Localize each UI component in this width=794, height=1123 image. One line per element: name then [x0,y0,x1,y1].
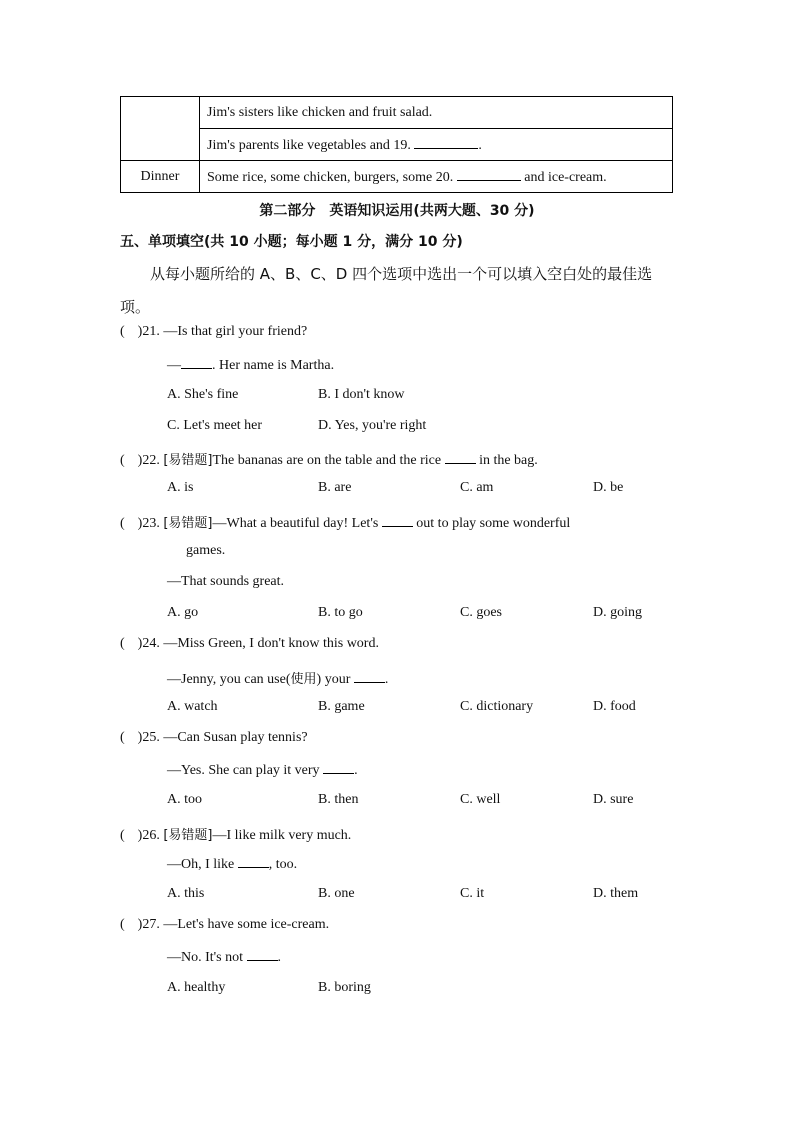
instructions: 从每小题所给的 A、B、C、D 四个选项中选出一个可以填入空白处的最佳选项。 [120,265,653,316]
meal-cell [121,97,200,161]
answer-blank[interactable] [323,761,354,774]
line-text: —No. It's not [167,950,247,965]
table-row [121,97,673,129]
cell-text: Some rice, some chicken, burgers, some 20. [207,169,457,185]
option-b[interactable]: B. then [318,792,359,807]
option-d[interactable]: D. Yes, you're right [318,418,427,433]
question-stem: out to play some wonderful [412,516,571,531]
answer-blank[interactable] [247,948,278,961]
question-line [167,356,334,374]
answer-blank[interactable] [445,451,476,464]
option-c[interactable]: C. Let's meet her [167,418,263,433]
answer-blank[interactable] [354,670,385,683]
question-23: ( )23. [易错题]—What a beautiful day! Let's out to play some wonderful [120,516,571,531]
line-text: —Jenny, you can use( [167,672,291,687]
table-cell [200,161,673,193]
line-text: . [354,763,358,778]
line-text: . Her name is Martha. [212,358,335,373]
error-prone-tag: [易错题] [163,453,213,468]
answer-blank[interactable] [382,514,413,527]
meal-cell: Dinner [121,161,200,193]
question-stem: —What a beautiful day! Let's [212,516,382,531]
table-cell: Jim's parents like vegetables and 19. . [200,129,673,161]
answer-blank[interactable] [181,356,212,369]
question-line [167,668,388,688]
section-title: 第二部分 英语知识运用(共两大题、30 分) [259,203,535,219]
table-cell: Jim's sisters like chicken and fruit salad. [200,97,673,129]
answer-blank[interactable] [238,855,269,868]
question-stem: —Miss Green, I don't know this word. [159,636,379,651]
answer-blank-19[interactable] [414,136,478,149]
line-text: —Yes. She can play it very [167,763,324,778]
option-d[interactable]: D. sure [593,792,634,807]
meal-table [120,96,673,193]
option-b[interactable]: B. I don't know [318,387,405,402]
option-b[interactable]: B. boring [318,980,371,995]
question-stem-continued: games. [186,543,226,558]
question-stem: —I like milk very much. [212,828,352,843]
option-c[interactable]: C. well [460,792,501,807]
part-title: 五、单项填空(共 10 小题；每小题 1 分，满分 10 分) [120,234,463,250]
line-text: — [167,358,181,373]
option-a[interactable]: A. watch [167,699,218,714]
table-row [121,161,673,193]
question-line [167,761,358,779]
cell-text-tail: and ice-cream. [520,169,607,185]
question-number: 27. [142,917,160,932]
option-d[interactable]: D. food [593,699,636,714]
question-stem: —Let's have some ice-cream. [159,917,330,932]
question-number: 24. [142,636,160,651]
gloss-text: 使用 [290,672,317,687]
option-a[interactable]: A. too [167,792,202,807]
question-stem: in the bag. [475,453,538,468]
option-b[interactable]: B. one [318,886,355,901]
question-number: 25. [142,730,160,745]
option-a[interactable]: A. is [167,480,194,495]
question-24: ( )24. —Miss Green, I don't know this word. [120,636,379,651]
table-row [121,129,673,161]
option-d[interactable]: D. going [593,605,642,620]
line-text: , too. [268,857,298,872]
option-d[interactable]: D. be [593,480,624,495]
question-22: ( )22. [易错题]The bananas are on the table and the rice in the bag. [120,453,538,468]
option-c[interactable]: C. am [460,480,494,495]
question-25: ( )25. —Can Susan play tennis? [120,730,308,745]
error-prone-tag: [易错题] [163,828,213,843]
option-c[interactable]: C. goes [460,605,502,620]
question-number: 26. [142,828,160,843]
question-line [167,855,297,873]
line-text: ) your [316,672,354,687]
answer-blank-20[interactable] [457,168,521,181]
question-number: 23. [142,516,160,531]
question-number: 22. [142,453,160,468]
cell-text: Jim's parents like vegetables and 19. [207,137,415,153]
question-27: ( )27. —Let's have some ice-cream. [120,917,330,932]
option-b[interactable]: B. are [318,480,352,495]
question-number: 21. [142,324,160,339]
option-a[interactable]: A. go [167,605,199,620]
line-text: . [384,672,389,687]
option-a[interactable]: A. She's fine [167,387,239,402]
error-prone-tag: [易错题] [163,516,213,531]
option-c[interactable]: C. dictionary [460,699,534,714]
question-21: ( )21. —Is that girl your friend? [120,324,308,339]
question-stem: —Can Susan play tennis? [159,730,308,745]
question-line [167,948,281,966]
option-d[interactable]: D. them [593,886,639,901]
option-b[interactable]: B. to go [318,605,363,620]
option-a[interactable]: A. this [167,886,205,901]
option-c[interactable]: C. it [460,886,485,901]
question-stem: —Is that girl your friend? [159,324,308,339]
line-text: —Oh, I like [167,857,238,872]
option-b[interactable]: B. game [318,699,365,714]
option-a[interactable]: A. healthy [167,980,226,995]
question-line: —That sounds great. [167,574,285,589]
line-text: . [277,950,282,965]
question-stem: The bananas are on the table and the rice [212,453,445,468]
question-26: ( )26. [易错题]—I like milk very much. [120,828,352,843]
